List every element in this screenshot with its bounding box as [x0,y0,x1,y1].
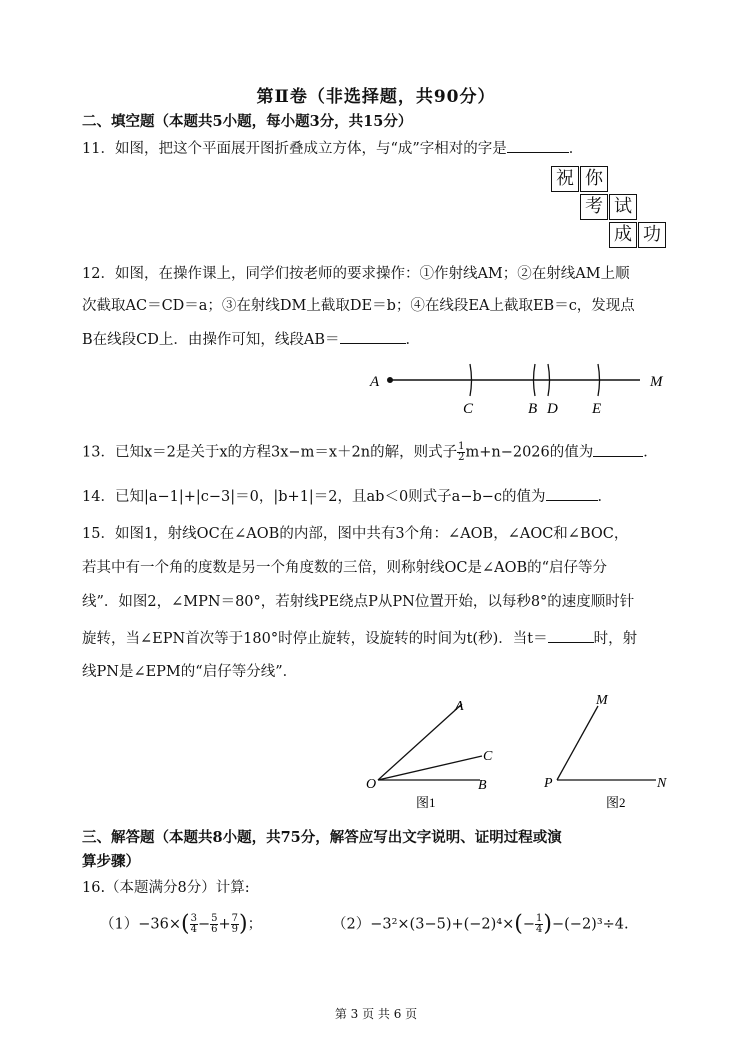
q11-answer-blank [507,139,569,153]
label-c: C [463,401,474,417]
fig1-caption: 图1 [416,795,436,810]
cube-face-6: 功 [638,222,666,248]
q16-p2-end: −(−2)³÷4. [552,916,629,933]
cube-face-3: 考 [580,194,608,220]
q13-text [82,442,658,463]
section3-heading-line2: 算步骤） [82,853,140,870]
cube-face-1: 祝 [551,166,579,192]
q15-line2: 若其中有一个角的度数是另一个角度数的三倍，则称射线OC是∠AOB的“启仔等分 [82,560,608,576]
page-footer: 第 3 页 共 6 页 [334,1007,418,1021]
q12-line2: 次截取AC＝CD＝a；③在射线DM上截取DE＝b；④在线段EA上截取EB＝c，发现点 [82,298,635,314]
q16-part2: （2）−3²×(3−5)+(−2)⁴×(− $\frac{1}{4}$ )−(−2)³÷4. [332,911,629,937]
q12-end: ． [405,332,421,348]
q16-p2-sign: − [522,916,536,933]
q14-stem: 14．已知|a−1|+|c−3|＝0，|b+1|＝2，且ab＜0则式子a−b−c的值为 [82,489,546,505]
q16-p1-op1: − [197,916,211,933]
q15-answer-blank [548,629,594,643]
q14-answer-blank [546,487,598,501]
q15-line4b: 时，射 [593,631,638,647]
point-a-dot [387,377,393,383]
page-title: 第Ⅱ卷（非选择题，共90分） [256,87,496,107]
q16-part1: （1）−36×( $\frac{3}{4}$ − $\frac{5}{6}$ + $\frac{7}{9}$ )； [100,911,263,937]
ray-oc [378,756,482,780]
section3-heading-line1: 三、解答题（本题共8小题，共75分，解答应写出文字说明、证明过程或演 [82,829,562,846]
q16-p1-label: （1）−36× [100,916,181,933]
label-b: B [528,401,538,417]
fig2-label-m: M [596,693,608,708]
ray-pm [557,706,598,780]
q16-p1-frac2: $\frac{5}{6}$ [211,913,218,935]
q15-line4a: 旋转，当∠EPN首次等于180°时停止旋转，设旋转的时间为t(秒)．当t＝ [82,631,548,647]
label-d: D [547,401,558,417]
q13-stem-a: 13．已知x＝2是关于x的方程3x−m＝x＋2n的解，则式子 [82,444,458,461]
section2-heading: 二、填空题（本题共5小题，每小题3分，共15分） [82,113,413,130]
q12-line3: B在线段CD上．由操作可知，线段AB＝ [82,332,340,348]
fig2-label-p: P [544,776,553,791]
cube-face-4: 试 [609,194,637,220]
label-a: A [370,374,380,390]
fig2-caption: 图2 [606,795,626,810]
q16-p2-frac: $\frac{1}{4}$ [536,913,543,935]
label-m: M [650,374,663,390]
ray-figure [360,360,680,420]
fig2-label-n: N [657,776,667,791]
q16-p1-frac1: $\frac{3}{4}$ [190,913,197,935]
q11-stem: 11．如图，把这个平面展开图折叠成立方体，与“成”字相对的字是 [82,141,507,157]
cube-face-2: 你 [580,166,608,192]
angle-figures [360,692,680,817]
q15-line4 [82,629,637,647]
q16-p1-end: ； [247,916,263,933]
ray-oa [378,704,462,780]
q12-line1: 12．如图，在操作课上，同学们按老师的要求操作：①作射线AM；②在射线AM上顺 [82,266,630,282]
fig1-label-a: A [455,699,464,714]
q16-intro: 16.（本题满分8分）计算: [82,880,250,896]
q12-answer-blank [340,330,406,344]
fig1-label-o: O [366,777,377,792]
q13-end: ． [643,444,658,461]
q14-text [82,487,612,505]
q15-line5: 线PN是∠EPM的“启仔等分线”． [82,664,298,680]
q13-answer-blank [593,443,643,457]
q15-line3: 线”．如图2，∠MPN＝80°，若射线PE绕点P从PN位置开始，以每秒8°的速度顺时针 [82,594,635,610]
q13-frac-den: 2 [458,452,465,463]
cube-face-5: 成 [609,222,637,248]
q13-stem-b: m+n−2026的值为 [465,444,594,461]
fig1-label-b: B [478,778,487,793]
q16-p1-frac3: $\frac{7}{9}$ [231,913,239,935]
fig1-label-c: C [483,749,493,764]
label-e: E [592,401,602,417]
q12-line3-wrap [82,330,420,348]
q15-line1: 15．如图1，射线OC在∠AOB的内部，图中共有3个角：∠AOB，∠AOC和∠BOC， [82,526,629,542]
q13-frac-num: 1 [458,441,465,452]
q16-p2-label: （2）−3²×(3−5)+(−2)⁴× [332,916,515,933]
q11-text [82,139,583,157]
q11-end: ． [568,141,584,157]
q14-end: ． [597,489,613,505]
q16-p1-op2: + [218,916,231,933]
